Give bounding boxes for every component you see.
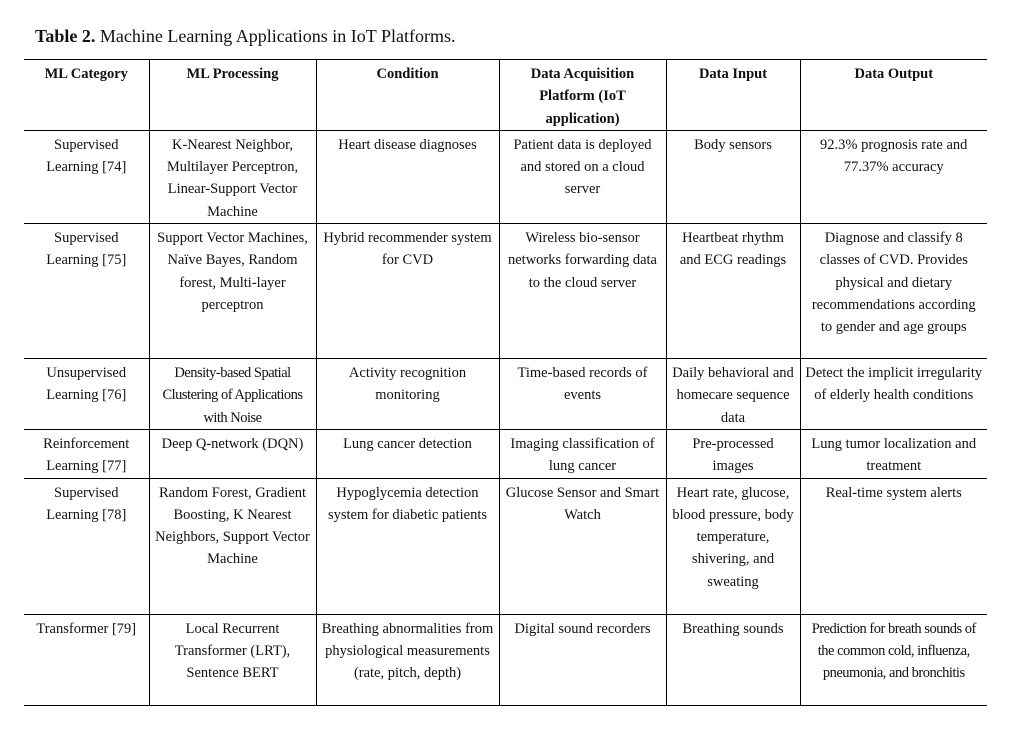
cell-data-output: Prediction for breath sounds of the common cold, influenza, pneumonia, and bronchitis xyxy=(800,614,987,705)
table-row xyxy=(24,429,987,478)
ml-applications-table xyxy=(24,59,987,706)
table-caption xyxy=(35,24,455,48)
cell-ml-processing: Deep Q-network (DQN) xyxy=(149,429,316,478)
cell-condition: Lung cancer detection xyxy=(316,429,499,478)
cell-ml-category: Reinforcement Learning [77] xyxy=(24,429,149,478)
cell-data-acquisition-platform: Patient data is deployed and stored on a cloud server xyxy=(499,130,666,223)
cell-data-acquisition-platform: Time-based records of events xyxy=(499,359,666,430)
cell-condition: Activity recognition monitoring xyxy=(316,359,499,430)
cell-data-acquisition-platform: Glucose Sensor and Smart Watch xyxy=(499,478,666,614)
cell-ml-processing: K-Nearest Neighbor, Multilayer Perceptron, Linear-Support Vector Machine xyxy=(149,130,316,223)
cell-ml-category: Unsupervised Learning [76] xyxy=(24,359,149,430)
header-data-output: Data Output xyxy=(800,60,987,131)
table-row xyxy=(24,130,987,223)
cell-ml-processing: Random Forest, Gradient Boosting, K Nearest Neighbors, Support Vector Machine xyxy=(149,478,316,614)
header-condition: Condition xyxy=(316,60,499,131)
cell-data-output: 92.3% prognosis rate and 77.37% accuracy xyxy=(800,130,987,223)
table-row xyxy=(24,614,987,705)
cell-condition: Breathing abnormalities from physiological measurements (rate, pitch, depth) xyxy=(316,614,499,705)
cell-ml-category: Supervised Learning [75] xyxy=(24,224,149,359)
cell-condition: Heart disease diagnoses xyxy=(316,130,499,223)
cell-data-output: Detect the implicit irregularity of elderly health conditions xyxy=(800,359,987,430)
cell-ml-processing: Local Recurrent Transformer (LRT), Sentence BERT xyxy=(149,614,316,705)
header-ml-processing: ML Processing xyxy=(149,60,316,131)
table-row xyxy=(24,359,987,430)
cell-data-acquisition-platform: Wireless bio-sensor networks forwarding data to the cloud server xyxy=(499,224,666,359)
table-row xyxy=(24,478,987,614)
cell-ml-category: Supervised Learning [78] xyxy=(24,478,149,614)
cell-data-output: Diagnose and classify 8 classes of CVD. Provides physical and dietary recommendations according to gender and age groups xyxy=(800,224,987,359)
cell-data-input: Breathing sounds xyxy=(666,614,800,705)
header-data-acquisition-platform: Data Acquisition Platform (IoT application) xyxy=(499,60,666,131)
table-caption-label: Table 2. xyxy=(35,26,96,46)
cell-data-input: Heart rate, glucose, blood pressure, body temperature, shivering, and sweating xyxy=(666,478,800,614)
cell-data-acquisition-platform: Imaging classification of lung cancer xyxy=(499,429,666,478)
cell-data-input: Pre-processed images xyxy=(666,429,800,478)
cell-condition: Hybrid recommender system for CVD xyxy=(316,224,499,359)
cell-ml-category: Transformer [79] xyxy=(24,614,149,705)
cell-data-input: Heartbeat rhythm and ECG readings xyxy=(666,224,800,359)
table-row xyxy=(24,224,987,359)
cell-data-output: Lung tumor localization and treatment xyxy=(800,429,987,478)
cell-ml-processing: Density-based Spatial Clustering of Applications with Noise xyxy=(149,359,316,430)
cell-condition: Hypoglycemia detection system for diabetic patients xyxy=(316,478,499,614)
cell-ml-processing: Support Vector Machines, Naïve Bayes, Random forest, Multi-layer perceptron xyxy=(149,224,316,359)
cell-data-acquisition-platform: Digital sound recorders xyxy=(499,614,666,705)
table-caption-text: Machine Learning Applications in IoT Platforms. xyxy=(95,26,456,46)
header-data-input: Data Input xyxy=(666,60,800,131)
cell-data-output: Real-time system alerts xyxy=(800,478,987,614)
header-ml-category: ML Category xyxy=(24,60,149,131)
cell-data-input: Body sensors xyxy=(666,130,800,223)
cell-data-input: Daily behavioral and homecare sequence data xyxy=(666,359,800,430)
table-header-row xyxy=(24,60,987,131)
cell-ml-category: Supervised Learning [74] xyxy=(24,130,149,223)
